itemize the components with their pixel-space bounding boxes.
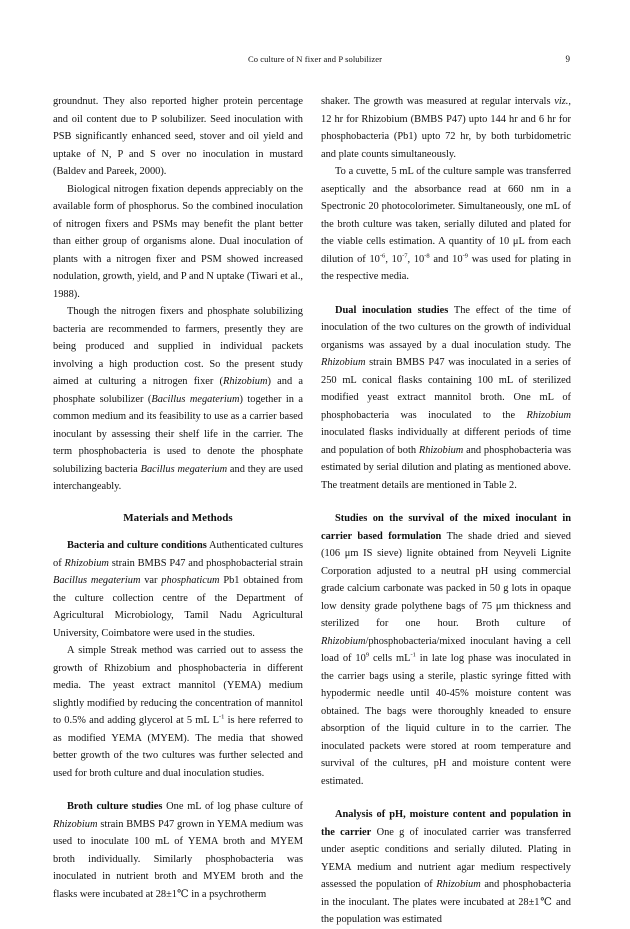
page-number: 9	[565, 54, 570, 64]
subsection-heading: Bacteria and culture conditions	[67, 540, 207, 551]
paragraph: Broth culture studies One mL of log phase culture of Rhizobium strain BMBS P47 grown in YEMA medium was used to inoculate 100 mL of YEMA broth and MYEM broth individually. Similarly phosphobacteria was inoculated in nutrient broth and MYEM broth and the flasks were incubated at 28±1℃ in a psychrotherm	[53, 801, 304, 900]
right-column	[321, 93, 571, 929]
subsection-heading: Dual inoculation studies	[335, 304, 449, 316]
paragraph: Bacteria and culture conditions Authenticated cultures of Rhizobium strain BMBS P47 and phosphobacterial strain Bacillus megaterium var phosphaticum Pb1 obtained from the culture collection centre of the Department of Agricultural Microbiology, Tamil Nadu Agricultural University, Coimbatore were used in the studies.	[53, 540, 303, 639]
subsection-heading: Broth culture studies	[67, 801, 163, 812]
paragraph: To a cuvette, 5 mL of the culture sample was transferred aseptically and the absorbance read at 660 nm in a Spectronic 20 photocolorimeter. Simultaneously, one mL of the broth culture was taken, serially diluted and plated for the viable cells estimation. A quantity of 10 μL from each dilution of $10^{-6}$, $10^{-7}$, $10^{-8}$ and $10^{-9}$ was used for plating in the respective media.	[321, 166, 572, 282]
paragraph: shaker. The growth was measured at regular intervals viz., 12 hr for Rhizobium (BMBS P47) upto 144 hr and 6 hr for phosphobacteria (Pb1) upto 72 hr, by both turbidometric and plate counts simultaneously.	[321, 96, 571, 160]
paragraph: Analysis of pH, moisture content and population in the carrier One g of inoculated carrier was transferred under aseptic conditions and serially diluted. Plating in YEMA medium and nutrient agar medium respectively assessed the population of Rhizobium and phosphobacteria in the inoculant. The plates were incubated at 28±1℃ and the population was estimated	[321, 809, 571, 925]
paragraph: Studies on the survival of the mixed inoculant in carrier based formulation The shade dried and sieved (106 μm IS sieve) lignite obtained from Neyveli Lignite Corporation adjusted to a neutral pH using commercial grade calcium carbonate was packed in 50 g lots in opaque low density grade polythene bags of 75 μm thickness and sterilized for one hour. Broth culture of Rhizobium/phosphobacteria/mixed inoculant having a cell load of $10^9$ cells $mL^{-1}$ in late log phase was inoculated in the carrier bags using a sterile, plastic syringe fitted with hypodermic needle until 40-45% moisture content was obtained. The bags were thoroughly kneaded to ensure absorption of the liquid culture in to the carrier. The inoculated packets were stored at room temperature and survival of the cultures, pH and moisture content were estimated.	[321, 513, 571, 787]
running-title: Co culture of N fixer and P solubilizer	[247, 54, 383, 64]
page-header	[0, 54, 630, 68]
subsection-heading: Analysis of pH, moisture content and population in the carrier	[321, 809, 571, 838]
section-heading-materials-methods: Materials and Methods	[123, 511, 233, 524]
paragraph: Dual inoculation studies The effect of the time of inoculation of the two cultures on the growth of individual organisms was assayed by a dual inoculation study. The Rhizobium strain BMBS P47 was inoculated in a series of 250 mL conical flasks containing 100 mL of sterilized modified yeast extract mannitol broth. One mL of phosphobacteria was inoculated to the Rhizobium inoculated flasks individually at different periods of time and population of both Rhizobium and phosphobacteria was estimated by serial dilution and plating as mentioned above. The treatment details are mentioned in Table 2.	[321, 304, 571, 491]
paragraph: Biological nitrogen fixation depends appreciably on the available form of phosphorus. So the combined inoculation of nitrogen fixers and PSMs may benefit the plant better than either group of organisms alone. Dual inoculation of plants with a nitrogen fixer and PSM showed increased nodulation, growth, yield, and P and N uptake (Tiwari et al., 1988).	[53, 183, 304, 300]
paragraph: A simple Streak method was carried out to assess the growth of Rhizobium and phosphobacteria in different media. The yeast extract mannitol (YEMA) medium slightly modified by reducing the concentration of mannitol to 0.5% and adding glycerol at 5 mL $L^{-1}$ is here referred to as modified YEMA (MYEM). The media that showed better growth of the two cultures was further selected and used for broth culture and dual inoculation studies.	[53, 645, 303, 779]
subsection-heading: Studies on the survival of the mixed inoculant in carrier based formulation	[321, 513, 571, 542]
paragraph: groundnut. They also reported higher protein percentage and oil content due to P solubilizer. Seed inoculation with PSB significantly enhanced seed, stover and oil yield and uptake of N, P and S over no inoculation in mustard (Baldev and Pareek, 2000).	[53, 96, 303, 177]
left-column	[53, 93, 303, 903]
paragraph: Though the nitrogen fixers and phosphate solubilizing bacteria are recommended to farmers, presently they are being produced and supplied in individual packets involving a high production cost. So the present study aimed at culturing a nitrogen fixer (Rhizobium) and a phosphate solubilizer (Bacillus megaterium) together in a common medium and its feasibility to use as a carrier based inoculant by assessing their shelf life in the carrier. The term phosphobacteria is used to denote the phosphate solubilizing bacteria Bacillus megaterium and they are used interchangeably.	[53, 306, 304, 492]
